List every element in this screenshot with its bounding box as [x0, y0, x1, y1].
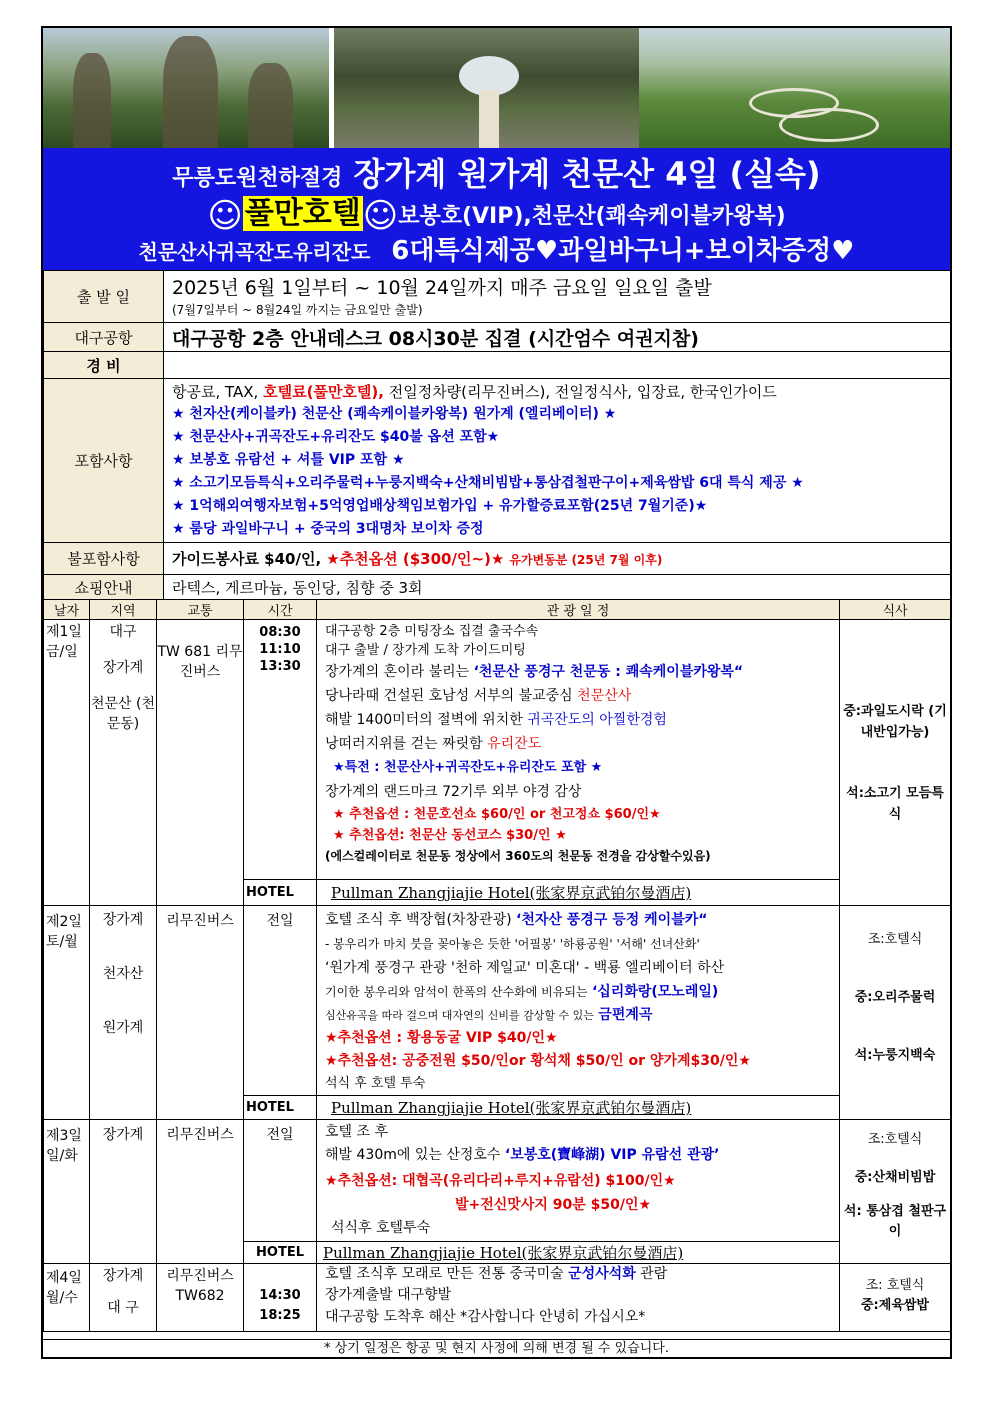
day-1-hotel-label: HOTEL — [244, 880, 317, 906]
day-1-times: 08:30 11:10 13:30 — [244, 620, 317, 880]
day-3-itinerary: 호텔 조 후 해발 430m에 있는 산정호수 ‘보봉호(寶峰湖) VIP 유람선 관광’ ★추천옵션: 대협곡(유리다리+루지+유람선) $100/인★ 발+전신맛사지 90분 $50/인★ 석식후 호텔투숙 — [317, 1120, 840, 1242]
header-transport: 교통 — [157, 600, 244, 620]
smile-icon: ☺ — [362, 196, 399, 236]
day-1-label: 제1일 금/일 — [44, 620, 90, 906]
banner-line-2 — [43, 195, 950, 236]
day-2-hotel-label: HOTEL — [244, 1096, 317, 1120]
included-basic: 항공료, TAX, 호텔료(풀만호텔), 전일정차량(리무진버스), 전일정식사, 입장료, 한국인가이드 — [172, 382, 777, 401]
day-4-itinerary: 호텔 조식후 모래로 만든 전통 중국미술 군성사석화 관람 장가계출발 대구향발 대구공항 도착후 해산 *감사합니다 안녕히 가십시오* — [317, 1264, 840, 1332]
footer-notice: * 상기 일정은 항공 및 현지 사정에 의해 변경 될 수 있습니다. — [43, 1339, 950, 1357]
day-1-itinerary: 대구공항 2층 미팅장소 집결 출국수속 대구 출발 / 장가계 도착 가이드미팅 장가계의 혼이라 불리는 ‘천문산 풍경구 천문동 : 쾌속케이블카왕복“ 당나라때 건설된 호남성 서부의 불교중심 천문산사 해발 1400미터의 절벽에 위치한 귀곡잔도의 아찔한경험 낭떠러지위를 걷는 짜릿함 유리잔도 ★특전 : 천문산사+귀곡잔도+유리잔도 포함 ★ 장가계의 랜드마크 72기루 외부 야경 감상 ★ 추천옵션 : 천문호선쇼 $60/인 or 천고정쇼 $60/인★ ★ 추천옵션: 천문산 동선코스 $30/인 ★ (에스컬레이터로 천문동 정상에서 360도의 천문동 전경을 감상할수있음) — [317, 620, 840, 880]
photo-winding-road — [639, 28, 950, 148]
cost-value — [164, 352, 951, 379]
photo-zhangjiajie-pillars — [43, 28, 329, 148]
hotel-highlight: 풀만호텔 — [244, 196, 361, 231]
day-3-hotel: Pullman Zhangjiajie Hotel(张家界京武铂尔曼酒店) — [317, 1242, 840, 1264]
banner-line-3 — [43, 234, 950, 269]
tour-title: 장가계 원가계 천문산 4일 (실속) — [353, 155, 821, 193]
day-1-hotel: Pullman Zhangjiajie Hotel(张家界京武铂尔曼酒店) — [317, 880, 840, 906]
header-time: 시간 — [244, 600, 317, 620]
banner-special-meals: 6대특식제공♥과일바구니+보이차증정♥ — [391, 236, 855, 266]
day-3-hotel-label: HOTEL — [244, 1242, 317, 1264]
airport-value: 대구공항 2층 안내데스크 08시30분 집결 (시간엄수 여권지참) — [164, 323, 951, 352]
header-day: 날자 — [44, 600, 90, 620]
header-region: 지역 — [90, 600, 157, 620]
included-gifts: ★ 룸당 과일바구니 + 중국의 3대명차 보이차 증정 — [172, 520, 484, 537]
day-4-meals: 조: 호텔식 중:제육쌈밥 — [840, 1264, 951, 1332]
day-3-region: 장가계 — [90, 1120, 157, 1264]
day-3-meals: 조:호텔식 중:산채비빔밥 석: 통삼겹 철판구이 — [840, 1120, 951, 1264]
title-banner — [43, 148, 950, 270]
day-1-meals: 중:과일도시락 (기내반입가능) 석:소고기 모듬특식 — [840, 620, 951, 906]
day-2-label: 제2일 토/월 — [44, 906, 90, 1120]
day-3-time: 전일 — [244, 1120, 317, 1242]
day-4-transport: 리무진버스 TW682 — [157, 1264, 244, 1332]
day-2-hotel: Pullman Zhangjiajie Hotel(张家界京武铂尔曼酒店) — [317, 1096, 840, 1120]
header-meal: 식사 — [840, 600, 951, 620]
schedule-header — [44, 600, 951, 620]
day-3-transport: 리무진버스 — [157, 1120, 244, 1264]
excluded-label: 불포함사항 — [44, 543, 164, 575]
included-cruise: ★ 보봉호 유람선 + 셔틀 VIP 포함 ★ — [172, 451, 405, 468]
included-cable-car: ★ 천자산(케이블카) 천문산 (쾌속케이블카왕복) 원가계 (엘리베이터) ★ — [172, 405, 617, 422]
banner-included-sites: 천문산사귀곡잔도유리잔도 — [138, 240, 371, 264]
day-4-times: 14:30 18:25 — [244, 1264, 317, 1332]
smile-icon: ☺ — [207, 196, 243, 236]
banner-prefix: 무릉도원천하절경 — [172, 166, 343, 191]
schedule-table — [43, 599, 951, 1332]
day-3-row — [44, 1120, 951, 1242]
day-4-label: 제4일 월/수 — [44, 1264, 90, 1332]
day-2-regions: 장가계 천자산 원가계 — [90, 906, 157, 1120]
included-list — [164, 379, 951, 543]
day-1-row — [44, 620, 951, 880]
departure-value — [164, 271, 951, 323]
departure-label: 출 발 일 — [44, 271, 164, 323]
day-2-transport: 리무진버스 — [157, 906, 244, 1120]
day-2-time: 전일 — [244, 906, 317, 1096]
shopping-value: 라텍스, 게르마늄, 동인당, 침향 중 3회 — [164, 575, 951, 600]
excluded-value: 가이드봉사료 $40/인, ★추천옵션 ($300/인~)★ 유가변동분 (25년 7월 이후) — [164, 543, 951, 575]
header-itinerary: 관 광 일 정 — [317, 600, 840, 620]
day-2-meals: 조:호텔식 중:오리주물럭 석:누룽지백숙 — [840, 906, 951, 1120]
banner-highlights: 보봉호(VIP),천문산(쾌속케이블카왕복) — [398, 204, 786, 229]
day-1-transport: TW 681 리무진버스 — [157, 620, 244, 906]
day-1-regions: 대구 장가계 천문산 (천문동) — [90, 620, 157, 906]
included-meals: ★ 소고기모듬특식+오리주물럭+누룽지백숙+산채비빔밥+통삼겹철판구이+제육쌈밥 6대 특식 제공 ★ — [172, 474, 804, 491]
departure-note: (7월7일부터 ~ 8월24일 까지는 금요일만 출발) — [172, 302, 423, 317]
info-table — [43, 270, 951, 600]
included-insurance: ★ 1억해외여행자보험+5억영업배상책임보험가입 + 유가할증료포함(25년 7월기준)★ — [172, 497, 708, 514]
day-4-row — [44, 1264, 951, 1332]
cost-label: 경 비 — [44, 352, 164, 379]
day-4-regions: 장가계 대 구 — [90, 1264, 157, 1332]
included-label: 포함사항 — [44, 379, 164, 543]
shopping-label: 쇼핑안내 — [44, 575, 164, 600]
tour-flyer — [41, 26, 952, 1359]
photo-tianmen-cave — [334, 28, 639, 148]
header-photos — [43, 28, 950, 148]
day-2-itinerary: 호텔 조식 후 백장협(차창관광) ‘천자산 풍경구 등정 케이블카“ - 봉우리가 마치 붓을 꽂아놓은 듯한 '어필봉' '하룡공원' '서해' 선녀산화' ‘원가계 풍경구 관광 '천하 제일교' 미혼대' - 백룡 엘리베이터 하산 기이한 봉우리와 암석이 한폭의 산수화에 비유되는 ‘십리화랑(모노레일) 심산유곡을 따라 걸으며 대자연의 신비를 감상할 수 있는 금편계곡 ★추천옵션 : 황용동굴 VIP $40/인★ ★추천옵션: 공중전원 $50/인or 황석채 $50/인 or 양가계$30/인★ 석식 후 호텔 투숙 — [317, 906, 840, 1096]
banner-line-1 — [43, 152, 950, 201]
day-2-row — [44, 906, 951, 1096]
departure-main: 2025년 6월 1일부터 ~ 10월 24일까지 매주 금요일 일요일 출발 — [172, 276, 712, 299]
included-option: ★ 천문산사+귀곡잔도+유리잔도 $40불 옵션 포함★ — [172, 428, 500, 445]
day-3-label: 제3일 일/화 — [44, 1120, 90, 1264]
airport-label: 대구공항 — [44, 323, 164, 352]
